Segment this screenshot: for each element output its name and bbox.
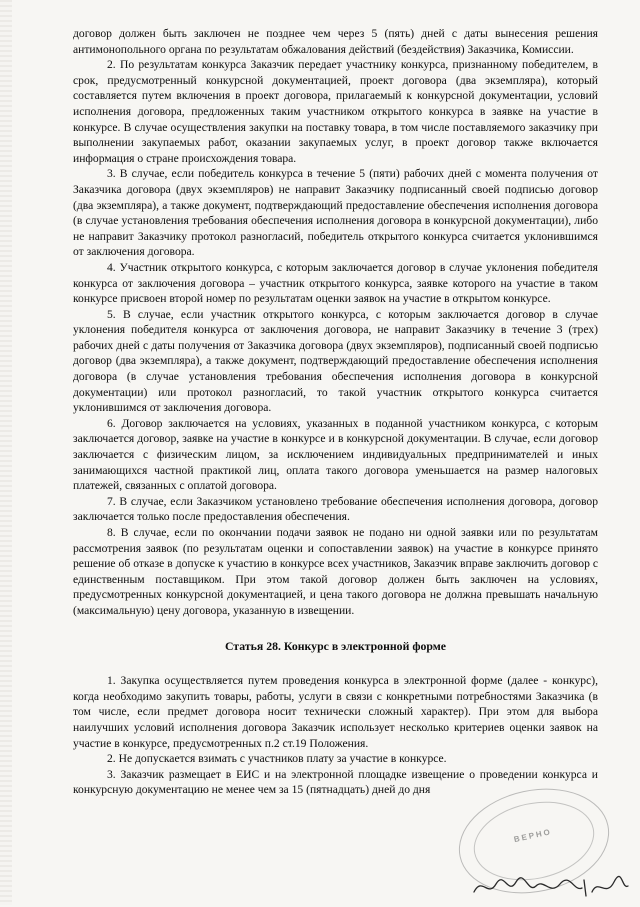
article-paragraph-2: 2. Не допускается взимать с участников плату за участие в конкурсе. <box>107 752 447 766</box>
paragraph-7: 7. В случае, если Заказчиком установлено требование обеспечения исполнения договора, договор заключается только после предоставления обеспечения. <box>73 494 598 524</box>
article-heading: Статья 28. Конкурс в электронной форме <box>224 638 447 653</box>
paragraph-2: 2. По результатам конкурса Заказчик передает участнику конкурса, признанному победителем, в срок, предусмотренный конкурсной документацией, проект договора (два экземпляра), который составляется путем включения в проект договора, прилагаемый к конкурсной документации, условий исполнения договора, предложенных таким участником открытого конкурса в заявке на участие в конкурсе. В случае осуществления закупки на поставку товара, в том числе поставляемого заказчику при выполнении закупаемых работ, оказании закупаемых услуг, в проект договор также включается информация о стране происхождения товара. <box>73 58 598 165</box>
stamp-label: ВЕРНО <box>513 827 553 845</box>
paragraph-6: 6. Договор заключается на условиях, указанных в поданной участником конкурса, с которым заключается договор, заявке на участие в конкурсе и в конкурсной документации. В случае, если договор заключается с физическим лицом, за исключением индивидуальных предпринимателей и иных занимающихся частной практикой лиц, оплата такого договора уменьшается на размер налоговых платежей, связанных с оплатой договора. <box>73 416 598 493</box>
article-paragraph-1: 1. Закупка осуществляется путем проведения конкурса в электронной форме (далее - конкурс), когда необходимо закупить товары, работы, услуги в связи с конкретными потребностями Заказчика (в том числе, если предмет договора носит технически сложный характер). При этом для выбора наилучших условий исполнения договора Заказчик использует несколько критериев оценки заявок на участие в конкурсе, предусмотренных п.2 ст.19 Положения. <box>73 674 598 750</box>
paragraph-4: 4. Участник открытого конкурса, с которым заключается договор в случае уклонения победителя конкурса от заключения договора – участник открытого конкурса, заявке которого на участие в таком конкурсе присвоен второй номер по результатам оценки заявок на участие в открытом конкурсе. <box>73 260 598 306</box>
paragraph-3: 3. В случае, если победитель конкурса в течение 5 (пяти) рабочих дней с момента получения от Заказчика договора (двух экземпляров) не направит Заказчику подписанный своей подписью договор (два экземпляра), а также документ, подтверждающий предоставление обеспечения исполнения договора (в случае установления требования обеспечения исполнения договора в конкурсной документации), либо не направит Заказчику протокол разногласий, победитель открытого конкурса считается уклонившимся от заключения договора. <box>73 167 598 259</box>
article-paragraph-3: 3. Заказчик размещает в ЕИС и на электронной площадке извещение о проведении конкурса и конкурсную документацию не менее чем за 15 (пятнадцать) дней до дня <box>73 767 598 797</box>
paragraph-8: 8. В случае, если по окончании подачи заявок не подано ни одной заявки или по результатам рассмотрения заявок (по результатам оценки и сопоставлении заявок) на участие в конкурсе принято решение об отказе в допуске к участию в конкурсе всех участников, Заказчик вправе заключить договор с единственным поставщиком. При этом такой договор должен быть заключен на условиях, предусмотренных конкурсной документацией, и цена такого договора не должна превышать начальную (максимальную) цену договора, указанную в извещении. <box>73 526 598 617</box>
paragraph-continuation: договор должен быть заключен не позднее чем через 5 (пять) дней с даты вынесения решения антимонопольного органа по результатам обжалования действий (бездействия) Заказчика, Комиссии. <box>73 27 598 56</box>
paragraph-5: 5. В случае, если участник открытого конкурса, с которым заключается договор в случае уклонения победителя конкурса от заключения договора, не направит Заказчику в течение 3 (трех) рабочих дней с даты получения от Заказчика договора (двух экземпляров), подписанный своей подписью договор (два экземпляра), а также документ, подтверждающий предоставление обеспечения исполнения договора (в случае установления требования обеспечения исполнения договора в конкурсной документации) или протокол разногласий, то такой участник открытого конкурса считается уклонившимся от заключения договора. <box>73 307 598 415</box>
